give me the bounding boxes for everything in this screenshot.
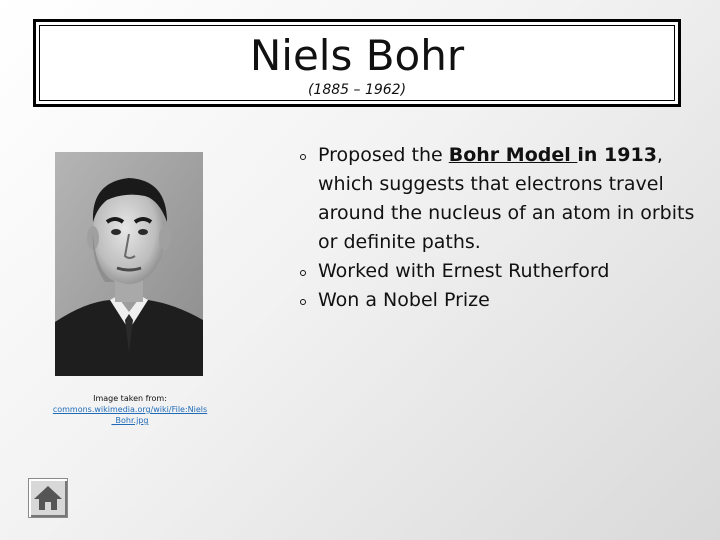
bullet-text: Won a Nobel Prize: [318, 289, 490, 311]
portrait-image: [55, 152, 203, 376]
bullet-text-post: , which suggests that electrons travel around the nucleus of an atom in orbits or definite paths.: [318, 144, 695, 253]
bullet-text: Worked with Ernest Rutherford: [318, 260, 610, 282]
slide-title: Niels Bohr: [249, 31, 465, 80]
bullet-text-year: in 1913: [577, 144, 657, 166]
caption-prefix: Image taken from:: [93, 394, 167, 403]
slide-subtitle: (1885 – 1962): [307, 82, 407, 98]
bullet-text-pre: Proposed the: [318, 144, 449, 166]
photo-caption: [52, 393, 208, 426]
caption-source-link[interactable]: commons.wikimedia.org/wiki/File:Niels_Bohr.jpg: [52, 405, 208, 425]
bullet-dot-icon: [300, 299, 306, 305]
home-icon: [29, 479, 67, 517]
bullet-item-nobel: [300, 286, 700, 315]
portrait-photo: [55, 152, 203, 376]
title-box: [33, 19, 681, 107]
bullet-list: [300, 141, 700, 315]
bullet-dot-icon: [300, 270, 306, 276]
bullet-item-bohr-model: [300, 141, 700, 257]
bohr-model-link[interactable]: Bohr Model: [448, 144, 578, 166]
bullet-text: [318, 141, 700, 257]
bullet-dot-icon: [300, 154, 306, 160]
home-button[interactable]: [28, 478, 68, 518]
bullet-item-rutherford: [300, 257, 700, 286]
